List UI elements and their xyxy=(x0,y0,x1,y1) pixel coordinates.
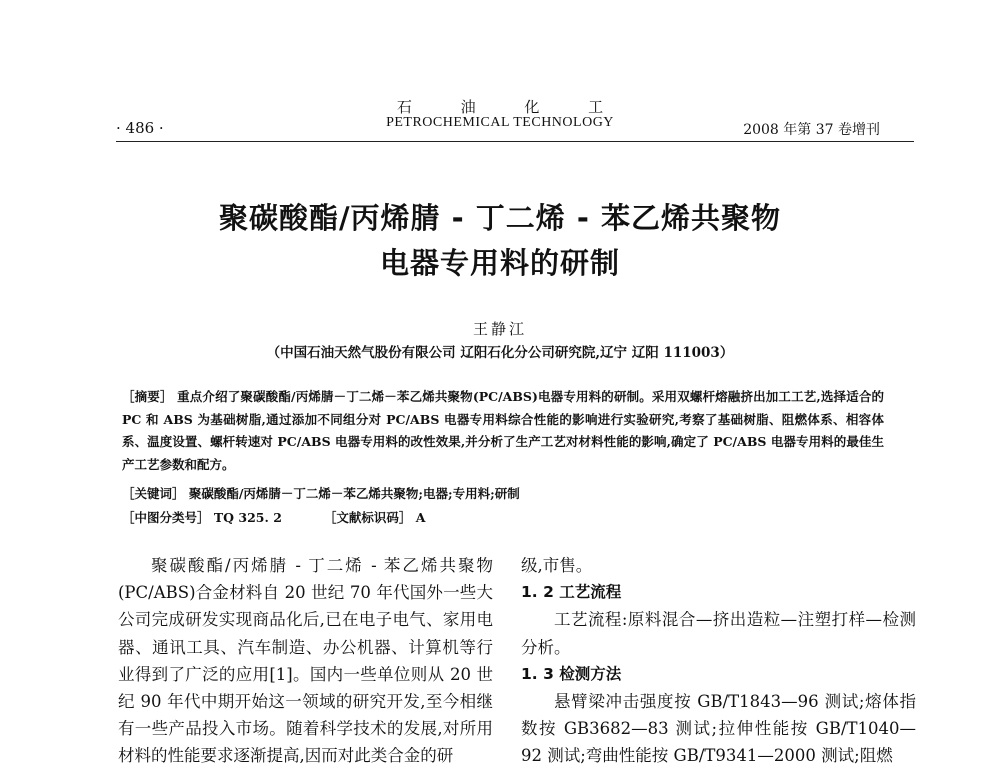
keywords: ［关键词］ 聚碳酸酯/丙烯腈－丁二烯－苯乙烯共聚物;电器;专用料;研制 xyxy=(122,486,520,501)
abstract-text: ［摘要］ 重点介绍了聚碳酸酯/丙烯腈－丁二烯－苯乙烯共聚物(PC/ABS)电器专用料的研制。采用双螺杆熔融挤出加工工艺,选择适合的 PC 和 ABS 为基础树脂,通过添加不同组分对 PC/ABS 电器专用料综合性能的影响进行实验研究,考察了基础树脂、阻燃体系、相容体系、温度设置、螺杆转速对 PC/ABS 电器专用料的改性效果,并分析了生产工艺对材料性能的影响,确定了 PC/ABS 电器专用料的最佳生产工艺参数和配方。 xyxy=(122,389,884,472)
body-paragraph: 聚碳酸酯/丙烯腈 - 丁二烯 - 苯乙烯共聚物(PC/ABS)合金材料自 20 世纪 70 年代国外一些大公司完成研发实现商品化后,已在电子电气、家用电器、通讯工具、汽车制造、办公机器、计算机等行业得到了广泛的应用[1]。国内一些单位则从 20 世纪 90 年代中期开始这一领域的研究开发,至今相继有一些产品投入市场。随着科学技术的发展,对所用材料的性能要求逐渐提高,因而对此类合金的研 xyxy=(118,556,493,766)
journal-name-cn: 石 油 化 工 xyxy=(396,98,626,116)
header-rule xyxy=(116,141,914,142)
page-number: · 486 · xyxy=(116,119,164,137)
body-paragraph-1-2: 工艺流程:原料混合—挤出造粒—注塑打样—检测分析。 xyxy=(521,610,916,657)
title-line-1: 聚碳酸酯/丙烯腈 - 丁二烯 - 苯乙烯共聚物 xyxy=(218,201,782,235)
author: 王静江 xyxy=(472,320,527,338)
body-paragraph-1-3: 悬臂梁冲击强度按 GB/T1843—96 测试;熔体指数按 GB3682—83 测试;拉伸性能按 GB/T1040—92 测试;弯曲性能按 GB/T9341—2000 测试;阻燃 xyxy=(521,692,916,766)
classification-number: ［中图分类号］ TQ 325. 2 xyxy=(122,510,282,525)
section-heading-1-3: 1. 3 检测方法 xyxy=(521,664,622,683)
journal-name-en: PETROCHEMICAL TECHNOLOGY xyxy=(386,115,614,130)
section-heading-1-2: 1. 2 工艺流程 xyxy=(521,583,622,602)
body-column-left xyxy=(118,552,493,770)
abstract xyxy=(122,386,884,476)
body-text-line: 级,市售。 xyxy=(521,556,593,575)
title-line-2: 电器专用料的研制 xyxy=(379,246,620,280)
affiliation: （中国石油天然气股份有限公司 辽阳石化分公司研究院,辽宁 辽阳 111003） xyxy=(266,345,734,361)
issue-info: 2008 年第 37 卷增刊 xyxy=(743,122,880,138)
classification-row xyxy=(122,508,884,526)
document-code: ［文献标识码］ A xyxy=(323,510,426,525)
body-column-right xyxy=(521,552,916,770)
